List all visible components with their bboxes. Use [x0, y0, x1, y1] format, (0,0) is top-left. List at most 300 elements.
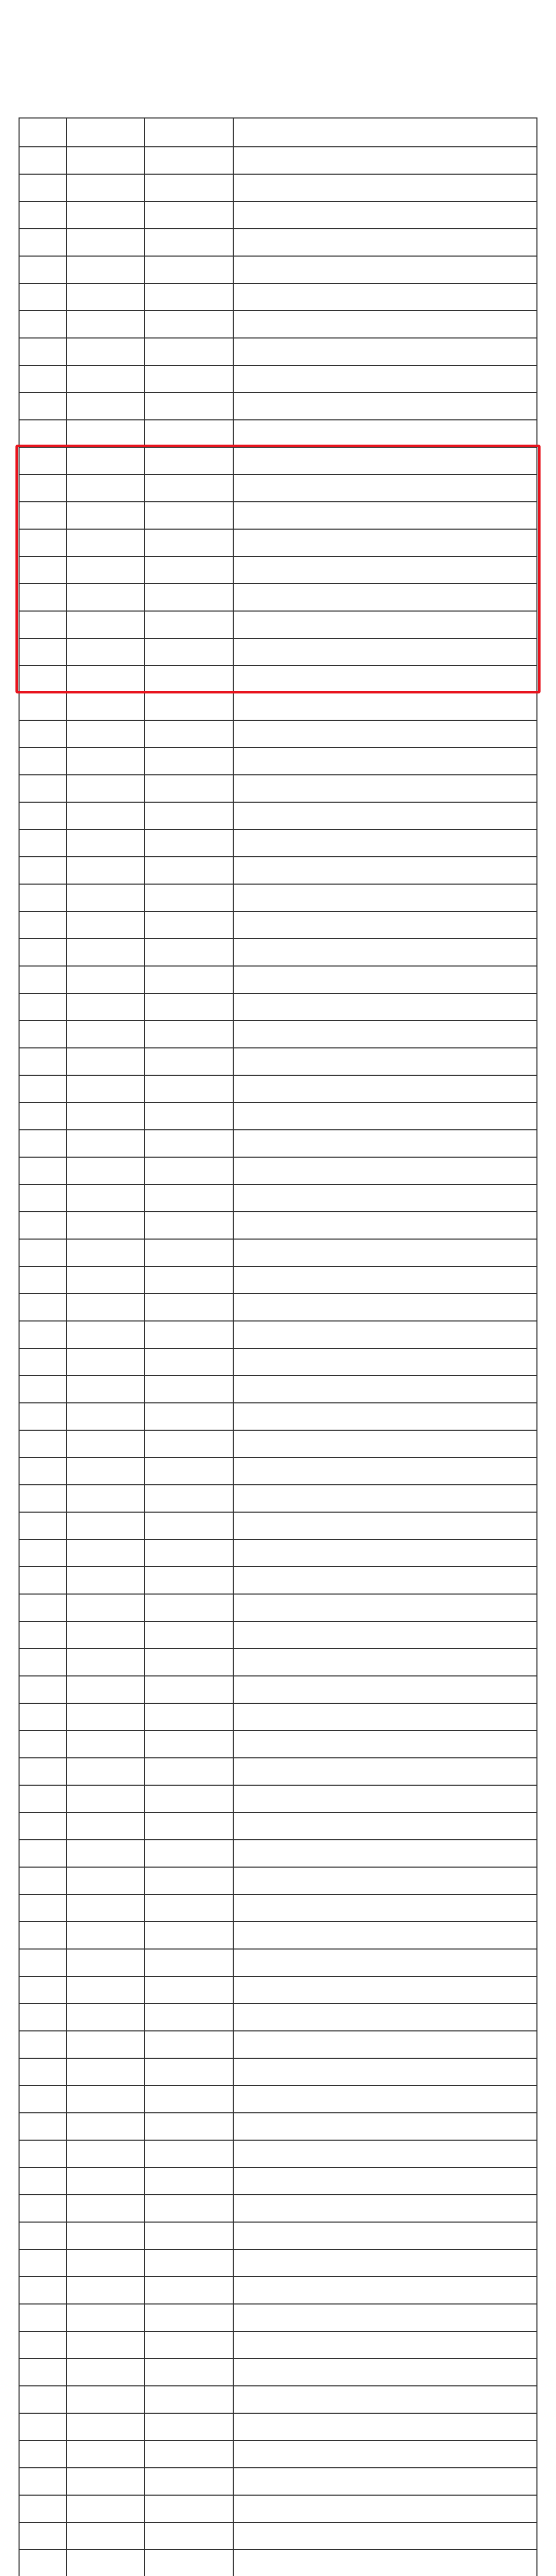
- cell-county: [145, 2086, 234, 2113]
- cell-number: [20, 1622, 67, 1649]
- cell-prefecture: [67, 2031, 145, 2059]
- table-row: [20, 775, 537, 803]
- table-row: [20, 1704, 537, 1731]
- table-row: [20, 202, 537, 229]
- cell-county: [145, 1567, 234, 1595]
- cell-county: [145, 1840, 234, 1868]
- table-row: [20, 1321, 537, 1349]
- cell-village: [234, 1868, 537, 1895]
- table-row: [20, 1185, 537, 1212]
- cell-number: [20, 2059, 67, 2086]
- table-row: [20, 2168, 537, 2195]
- cell-prefecture: [67, 1676, 145, 1704]
- table-row: [20, 1431, 537, 1458]
- table-row: [20, 1622, 537, 1649]
- cell-number: [20, 1458, 67, 1485]
- table-row: [20, 939, 537, 967]
- cell-county: [145, 1676, 234, 1704]
- cell-village: [234, 1977, 537, 2004]
- cell-village: [234, 1130, 537, 1158]
- cell-county: [145, 939, 234, 967]
- cell-number: [20, 1431, 67, 1458]
- cell-prefecture: [67, 284, 145, 311]
- cell-prefecture: [67, 257, 145, 284]
- cell-village: [234, 1649, 537, 1676]
- cell-prefecture: [67, 1540, 145, 1567]
- cell-village: [234, 612, 537, 639]
- cell-county: [145, 2523, 234, 2550]
- cell-number: [20, 1977, 67, 2004]
- header-prefecture: [67, 118, 145, 147]
- table-header-row: [20, 118, 537, 147]
- table-row: [20, 530, 537, 557]
- cell-county: [145, 420, 234, 448]
- cell-number: [20, 338, 67, 366]
- cell-number: [20, 1321, 67, 1349]
- cell-prefecture: [67, 693, 145, 721]
- cell-village: [234, 857, 537, 885]
- cell-number: [20, 748, 67, 775]
- table-row: [20, 338, 537, 366]
- cell-county: [145, 1758, 234, 1786]
- cell-prefecture: [67, 311, 145, 338]
- cell-county: [145, 2168, 234, 2195]
- cell-county: [145, 1704, 234, 1731]
- cell-village: [234, 2086, 537, 2113]
- table-row: [20, 229, 537, 257]
- cell-village: [234, 2113, 537, 2141]
- cell-village: [234, 1458, 537, 1485]
- cell-number: [20, 147, 67, 175]
- table-row: [20, 994, 537, 1021]
- cell-number: [20, 284, 67, 311]
- cell-county: [145, 311, 234, 338]
- cell-prefecture: [67, 448, 145, 475]
- cell-prefecture: [67, 2550, 145, 2576]
- table-row: [20, 1267, 537, 1294]
- cell-number: [20, 2004, 67, 2031]
- cell-number: [20, 1403, 67, 1431]
- cell-county: [145, 1158, 234, 1185]
- cell-county: [145, 693, 234, 721]
- cell-county: [145, 1048, 234, 1076]
- cell-number: [20, 393, 67, 420]
- cell-county: [145, 284, 234, 311]
- cell-village: [234, 2496, 537, 2523]
- cell-prefecture: [67, 2304, 145, 2332]
- cell-county: [145, 1240, 234, 1267]
- cell-village: [234, 2141, 537, 2168]
- table-row: [20, 2004, 537, 2031]
- cell-prefecture: [67, 1103, 145, 1130]
- cell-village: [234, 2386, 537, 2414]
- cell-village: [234, 1895, 537, 1922]
- cell-county: [145, 530, 234, 557]
- table-row: [20, 1212, 537, 1240]
- cell-village: [234, 2468, 537, 2496]
- cell-prefecture: [67, 2223, 145, 2250]
- cell-village: [234, 1158, 537, 1185]
- cell-village: [234, 584, 537, 612]
- cell-village: [234, 448, 537, 475]
- cell-county: [145, 1130, 234, 1158]
- cell-prefecture: [67, 1431, 145, 1458]
- cell-number: [20, 2414, 67, 2441]
- cell-county: [145, 2223, 234, 2250]
- cell-prefecture: [67, 1649, 145, 1676]
- cell-village: [234, 2414, 537, 2441]
- table-row: [20, 2223, 537, 2250]
- cell-village: [234, 393, 537, 420]
- cell-number: [20, 2332, 67, 2359]
- cell-number: [20, 2195, 67, 2223]
- cell-county: [145, 1977, 234, 2004]
- table-row: [20, 857, 537, 885]
- table-row: [20, 2550, 537, 2576]
- cell-number: [20, 1513, 67, 1540]
- cell-number: [20, 502, 67, 530]
- cell-village: [234, 1513, 537, 1540]
- cell-county: [145, 1212, 234, 1240]
- cell-village: [234, 912, 537, 939]
- cell-village: [234, 1840, 537, 1868]
- cell-village: [234, 2550, 537, 2576]
- cell-county: [145, 1403, 234, 1431]
- cell-number: [20, 1103, 67, 1130]
- table-row: [20, 2113, 537, 2141]
- cell-county: [145, 1813, 234, 1840]
- cell-village: [234, 338, 537, 366]
- table-row: [20, 1868, 537, 1895]
- cell-village: [234, 721, 537, 748]
- cell-prefecture: [67, 147, 145, 175]
- cell-number: [20, 1130, 67, 1158]
- cell-village: [234, 967, 537, 994]
- cell-prefecture: [67, 557, 145, 584]
- cell-county: [145, 830, 234, 857]
- cell-number: [20, 1540, 67, 1567]
- cell-village: [234, 1950, 537, 1977]
- table-row: [20, 2277, 537, 2304]
- header-number: [20, 118, 67, 147]
- cell-number: [20, 2250, 67, 2277]
- cell-prefecture: [67, 2468, 145, 2496]
- table-row: [20, 1513, 537, 1540]
- cell-number: [20, 2141, 67, 2168]
- cell-county: [145, 2195, 234, 2223]
- cell-village: [234, 1731, 537, 1758]
- cell-number: [20, 557, 67, 584]
- table-row: [20, 1294, 537, 1321]
- cell-village: [234, 229, 537, 257]
- cell-prefecture: [67, 1786, 145, 1813]
- table-row: [20, 1595, 537, 1622]
- table-row: [20, 584, 537, 612]
- cell-number: [20, 1240, 67, 1267]
- table-row: [20, 639, 537, 666]
- cell-county: [145, 2059, 234, 2086]
- table-row: [20, 2059, 537, 2086]
- cell-village: [234, 1321, 537, 1349]
- cell-county: [145, 1595, 234, 1622]
- cell-prefecture: [67, 1840, 145, 1868]
- cell-county: [145, 666, 234, 693]
- cell-county: [145, 1349, 234, 1376]
- cell-prefecture: [67, 803, 145, 830]
- cell-number: [20, 939, 67, 967]
- cell-prefecture: [67, 1758, 145, 1786]
- cell-county: [145, 2496, 234, 2523]
- cell-village: [234, 557, 537, 584]
- table-row: [20, 1349, 537, 1376]
- table-row: [20, 448, 537, 475]
- cell-county: [145, 857, 234, 885]
- table-row: [20, 803, 537, 830]
- cell-prefecture: [67, 1048, 145, 1076]
- cell-prefecture: [67, 1076, 145, 1103]
- cell-number: [20, 1649, 67, 1676]
- cell-number: [20, 1185, 67, 1212]
- table-row: [20, 1458, 537, 1485]
- table-row: [20, 393, 537, 420]
- cell-prefecture: [67, 912, 145, 939]
- table-row: [20, 1758, 537, 1786]
- cell-number: [20, 1595, 67, 1622]
- cell-village: [234, 1758, 537, 1786]
- cell-county: [145, 967, 234, 994]
- cell-village: [234, 1294, 537, 1321]
- cell-prefecture: [67, 967, 145, 994]
- cell-village: [234, 366, 537, 393]
- cell-prefecture: [67, 530, 145, 557]
- cell-number: [20, 1021, 67, 1048]
- cell-village: [234, 1704, 537, 1731]
- cell-village: [234, 2304, 537, 2332]
- cell-prefecture: [67, 2441, 145, 2468]
- cell-number: [20, 857, 67, 885]
- cell-county: [145, 175, 234, 202]
- cell-county: [145, 584, 234, 612]
- cell-prefecture: [67, 1731, 145, 1758]
- cell-prefecture: [67, 1349, 145, 1376]
- cell-prefecture: [67, 1813, 145, 1840]
- cell-number: [20, 1048, 67, 1076]
- cell-prefecture: [67, 1895, 145, 1922]
- cell-number: [20, 1950, 67, 1977]
- cell-number: [20, 1731, 67, 1758]
- cell-prefecture: [67, 475, 145, 502]
- cell-village: [234, 1813, 537, 1840]
- cell-village: [234, 1376, 537, 1403]
- table-row: [20, 1922, 537, 1950]
- cell-county: [145, 502, 234, 530]
- cell-prefecture: [67, 666, 145, 693]
- cell-village: [234, 530, 537, 557]
- cell-county: [145, 2250, 234, 2277]
- cell-village: [234, 1567, 537, 1595]
- cell-prefecture: [67, 1021, 145, 1048]
- cell-village: [234, 1622, 537, 1649]
- cell-prefecture: [67, 775, 145, 803]
- table-row: [20, 420, 537, 448]
- cell-prefecture: [67, 939, 145, 967]
- cell-village: [234, 2168, 537, 2195]
- cell-number: [20, 2168, 67, 2195]
- cell-prefecture: [67, 2113, 145, 2141]
- cell-village: [234, 1240, 537, 1267]
- cell-number: [20, 1758, 67, 1786]
- cell-county: [145, 229, 234, 257]
- cell-number: [20, 366, 67, 393]
- cell-number: [20, 1376, 67, 1403]
- cell-prefecture: [67, 1321, 145, 1349]
- table-row: [20, 2523, 537, 2550]
- cell-village: [234, 775, 537, 803]
- cell-village: [234, 2523, 537, 2550]
- cell-prefecture: [67, 1130, 145, 1158]
- cell-village: [234, 1540, 537, 1567]
- cell-number: [20, 612, 67, 639]
- cell-village: [234, 175, 537, 202]
- table-row: [20, 666, 537, 693]
- cell-county: [145, 1185, 234, 1212]
- cell-village: [234, 2277, 537, 2304]
- cell-prefecture: [67, 1595, 145, 1622]
- cell-prefecture: [67, 2496, 145, 2523]
- cell-prefecture: [67, 338, 145, 366]
- cell-number: [20, 475, 67, 502]
- cell-prefecture: [67, 1704, 145, 1731]
- cell-number: [20, 2550, 67, 2576]
- cell-number: [20, 1158, 67, 1185]
- table-row: [20, 1840, 537, 1868]
- cell-number: [20, 1212, 67, 1240]
- cell-prefecture: [67, 1977, 145, 2004]
- cell-county: [145, 2414, 234, 2441]
- table-row: [20, 2496, 537, 2523]
- table-row: [20, 502, 537, 530]
- cell-number: [20, 1895, 67, 1922]
- cell-village: [234, 1485, 537, 1513]
- cell-prefecture: [67, 2004, 145, 2031]
- cell-village: [234, 666, 537, 693]
- cell-prefecture: [67, 366, 145, 393]
- cell-county: [145, 748, 234, 775]
- cell-village: [234, 311, 537, 338]
- table-row: [20, 2141, 537, 2168]
- table-row: [20, 2414, 537, 2441]
- cell-county: [145, 1431, 234, 1458]
- cell-number: [20, 1786, 67, 1813]
- cell-prefecture: [67, 1868, 145, 1895]
- cell-county: [145, 257, 234, 284]
- cell-number: [20, 967, 67, 994]
- table-row: [20, 967, 537, 994]
- cell-village: [234, 1103, 537, 1130]
- cell-county: [145, 448, 234, 475]
- cell-county: [145, 1786, 234, 1813]
- table-row: [20, 1048, 537, 1076]
- cell-county: [145, 639, 234, 666]
- cell-village: [234, 803, 537, 830]
- cell-village: [234, 475, 537, 502]
- cell-number: [20, 229, 67, 257]
- cell-village: [234, 994, 537, 1021]
- table-row: [20, 475, 537, 502]
- cell-county: [145, 366, 234, 393]
- cell-prefecture: [67, 1376, 145, 1403]
- cell-county: [145, 393, 234, 420]
- cell-county: [145, 147, 234, 175]
- table-row: [20, 2359, 537, 2386]
- cell-village: [234, 1048, 537, 1076]
- table-row: [20, 912, 537, 939]
- cell-number: [20, 2386, 67, 2414]
- cell-county: [145, 2113, 234, 2141]
- cell-village: [234, 1922, 537, 1950]
- cell-prefecture: [67, 1212, 145, 1240]
- cell-number: [20, 2031, 67, 2059]
- cell-prefecture: [67, 1922, 145, 1950]
- cell-number: [20, 2086, 67, 2113]
- table-row: [20, 2195, 537, 2223]
- cell-prefecture: [67, 202, 145, 229]
- table-row: [20, 1103, 537, 1130]
- cell-number: [20, 2359, 67, 2386]
- cell-county: [145, 885, 234, 912]
- cell-county: [145, 2277, 234, 2304]
- cell-prefecture: [67, 2332, 145, 2359]
- cell-county: [145, 1950, 234, 1977]
- cell-number: [20, 639, 67, 666]
- cell-prefecture: [67, 748, 145, 775]
- cell-county: [145, 1622, 234, 1649]
- cell-prefecture: [67, 2059, 145, 2086]
- cell-number: [20, 693, 67, 721]
- cell-number: [20, 803, 67, 830]
- cell-county: [145, 1321, 234, 1349]
- cell-prefecture: [67, 612, 145, 639]
- table-row: [20, 1567, 537, 1595]
- table-row: [20, 2250, 537, 2277]
- cell-county: [145, 1267, 234, 1294]
- cell-prefecture: [67, 1267, 145, 1294]
- cell-village: [234, 1676, 537, 1704]
- villages-table: [19, 117, 537, 2576]
- cell-county: [145, 1103, 234, 1130]
- cell-village: [234, 2223, 537, 2250]
- cell-number: [20, 2496, 67, 2523]
- cell-village: [234, 202, 537, 229]
- table-row: [20, 612, 537, 639]
- cell-number: [20, 1567, 67, 1595]
- table-row: [20, 311, 537, 338]
- table-row: [20, 557, 537, 584]
- cell-number: [20, 2304, 67, 2332]
- table-row: [20, 1540, 537, 1567]
- cell-prefecture: [67, 2168, 145, 2195]
- cell-county: [145, 2304, 234, 2332]
- cell-number: [20, 1840, 67, 1868]
- cell-county: [145, 2441, 234, 2468]
- table-row: [20, 1731, 537, 1758]
- cell-number: [20, 2523, 67, 2550]
- cell-village: [234, 502, 537, 530]
- cell-village: [234, 1403, 537, 1431]
- cell-village: [234, 1349, 537, 1376]
- cell-village: [234, 2332, 537, 2359]
- cell-prefecture: [67, 2086, 145, 2113]
